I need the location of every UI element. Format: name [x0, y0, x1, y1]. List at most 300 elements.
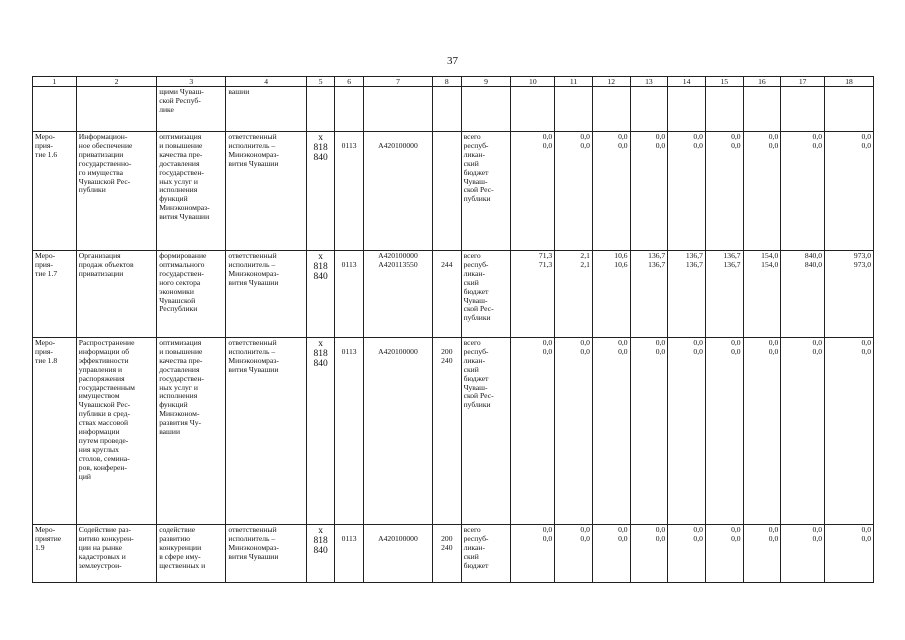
year-value-13 — [630, 251, 668, 338]
cell-line: x — [318, 526, 323, 536]
cell-line: 818 — [313, 536, 328, 546]
cont-cell-10 — [511, 87, 555, 132]
cell-line: тие 1.8 — [35, 355, 58, 365]
cell-line: бюджет — [463, 286, 489, 296]
cell-line: бюджет — [463, 560, 489, 570]
republican-budget-value: 10,6 — [614, 259, 628, 269]
total-value: 0,0 — [693, 132, 703, 141]
republican-budget-value: 0,0 — [693, 533, 703, 543]
total-value: 0,0 — [693, 338, 703, 347]
activity-number — [33, 132, 77, 251]
republican-budget-value: 0,0 — [655, 140, 666, 150]
activity-goal — [157, 525, 226, 583]
responsible-executor — [226, 251, 306, 338]
cell-line: А420100000 — [378, 346, 418, 356]
cell-line: приятие — [35, 533, 62, 543]
expense-type-code — [433, 525, 462, 583]
cell-line: доставления — [159, 364, 200, 374]
target-code — [363, 132, 432, 251]
cont-cell-7 — [363, 87, 432, 132]
total-value: 0,0 — [618, 132, 628, 141]
cell-line: Чуваш- — [463, 176, 488, 186]
cell-line: витию конкурен- — [78, 533, 134, 543]
cell-line: тие 1.6 — [35, 149, 58, 159]
cont-cell-15 — [705, 87, 743, 132]
activity-number — [33, 338, 77, 525]
cell-line: ский — [463, 364, 479, 374]
year-value-15 — [705, 132, 743, 251]
total-value: 0,0 — [731, 525, 741, 534]
total-value: 0,0 — [542, 338, 553, 347]
cont-cell-18 — [825, 87, 874, 132]
column-header-12: 12 — [592, 77, 630, 87]
cont-cell-17 — [781, 87, 825, 132]
funding-source — [461, 132, 511, 251]
cell-line: вития Чувашии — [228, 364, 279, 374]
cell-line: ответственный — [228, 132, 277, 141]
ministry-code — [306, 132, 335, 251]
column-header-8: 8 — [433, 77, 462, 87]
republican-budget-value: 0,0 — [618, 533, 628, 543]
cell-line: ский — [463, 551, 479, 561]
republican-budget-value: 0,0 — [655, 346, 666, 356]
cell-line: продаж объектов — [78, 259, 134, 269]
cell-line: 0113 — [341, 259, 357, 269]
total-value: 0,0 — [861, 338, 871, 347]
activity-name — [76, 251, 156, 338]
republican-budget-value: 0,0 — [542, 533, 553, 543]
cell-line: 818 — [313, 262, 328, 272]
activity-goal — [157, 251, 226, 338]
year-value-15 — [705, 251, 743, 338]
republican-budget-value: 136,7 — [685, 259, 703, 269]
activity-row — [33, 251, 874, 338]
column-header-6: 6 — [335, 77, 364, 87]
cont-cell-12 — [592, 87, 630, 132]
year-value-18 — [825, 251, 874, 338]
cell-line: эффективности — [78, 355, 129, 365]
cell-line: 244 — [441, 259, 453, 269]
activity-goal — [157, 132, 226, 251]
cell-line: и повышение — [159, 140, 203, 150]
cell-line: Минэкономраз- — [228, 542, 279, 552]
cell-line: информации — [78, 427, 120, 437]
cell-line: исполнитель – — [228, 533, 276, 543]
year-value-11 — [555, 132, 593, 251]
cell-line: государствен- — [159, 268, 204, 278]
year-value-13 — [630, 132, 668, 251]
activity-number — [33, 251, 77, 338]
cell-line: всего — [463, 132, 481, 141]
cell-line: А420100000 — [378, 140, 418, 150]
column-header-13: 13 — [630, 77, 668, 87]
cell-line: бюджет — [463, 373, 489, 383]
total-value: 0,0 — [618, 338, 628, 347]
activity-row — [33, 525, 874, 583]
cell-line: путем проведе- — [78, 435, 129, 445]
column-header-18: 18 — [825, 77, 874, 87]
column-header-15: 15 — [705, 77, 743, 87]
cell-line: ской Рес- — [463, 391, 494, 401]
cell-line: оптимального — [159, 259, 205, 269]
cell-line: Республики — [159, 304, 198, 314]
year-value-10 — [511, 251, 555, 338]
total-value: 2,1 — [580, 251, 590, 260]
cell-line: 200 — [441, 533, 453, 543]
cell-line: ное обеспечение — [78, 140, 133, 150]
expense-type-code — [433, 251, 462, 338]
cell-line: Чувашской Рес- — [78, 400, 131, 410]
cell-line: бюджет — [463, 167, 489, 177]
republican-budget-value: 0,0 — [768, 346, 779, 356]
cell-line: респуб- — [463, 140, 489, 150]
total-value: 0,0 — [655, 338, 666, 347]
column-header-11: 11 — [555, 77, 593, 87]
expense-type-code — [433, 338, 462, 525]
cell-line: Чувашской — [159, 295, 196, 305]
cell-line: вития Чувашии — [228, 158, 279, 168]
year-value-11 — [555, 525, 593, 583]
ministry-code — [306, 525, 335, 583]
republican-budget-value: 0,0 — [693, 346, 703, 356]
cell-line: конкуренции — [159, 542, 202, 552]
republican-budget-value: 973,0 — [853, 259, 871, 269]
cell-line: государствен- — [159, 167, 204, 177]
cell-line: распоряжения — [78, 373, 125, 383]
republican-budget-value: 0,0 — [580, 346, 590, 356]
cell-line: Минэкономраз- — [228, 355, 279, 365]
republican-budget-value: 136,7 — [648, 259, 666, 269]
cell-line: 0113 — [341, 346, 357, 356]
cont-cell-3 — [157, 87, 226, 132]
cell-line: экономики — [159, 286, 194, 296]
total-value: 0,0 — [812, 338, 823, 347]
cell-line: развития Чу- — [159, 418, 202, 428]
cell-line: информации об — [78, 346, 130, 356]
page-number: 37 — [447, 55, 458, 67]
cell-line: 0113 — [341, 140, 357, 150]
funding-source — [461, 251, 511, 338]
republican-budget-value: 840,0 — [804, 259, 823, 269]
target-code — [363, 525, 432, 583]
cell-line: ликан- — [463, 149, 485, 159]
cont-cell-2 — [76, 87, 156, 132]
cell-line: А420100000 — [378, 251, 418, 260]
cell-line: развитию — [159, 533, 191, 543]
cont-cell-8 — [433, 87, 462, 132]
cell-line: функций — [159, 194, 188, 204]
year-value-12 — [592, 338, 630, 525]
total-value: 0,0 — [580, 132, 590, 141]
cell-line: кадастровых и — [78, 551, 126, 561]
cell-line: государственным — [78, 382, 135, 392]
cell-line: в сфере иму- — [159, 551, 201, 561]
section-code — [335, 338, 364, 525]
year-value-16 — [743, 338, 781, 525]
year-value-16 — [743, 251, 781, 338]
year-value-16 — [743, 525, 781, 583]
total-value: 0,0 — [812, 132, 823, 141]
cell-line: x — [318, 252, 323, 262]
total-value: 0,0 — [618, 525, 628, 534]
total-value: 973,0 — [853, 251, 871, 260]
republican-budget-value: 0,0 — [618, 346, 628, 356]
republican-budget-value: 0,0 — [861, 533, 871, 543]
total-value: 10,6 — [614, 251, 628, 260]
year-value-14 — [668, 338, 706, 525]
cell-line: 1.9 — [35, 542, 45, 552]
cont-cell-11 — [555, 87, 593, 132]
column-header-2: 2 — [76, 77, 156, 87]
cont-cell-9 — [461, 87, 511, 132]
activity-number — [33, 525, 77, 583]
cell-line: функций — [159, 400, 188, 410]
republican-budget-value: 0,0 — [542, 346, 553, 356]
year-value-10 — [511, 132, 555, 251]
target-code — [363, 251, 432, 338]
cell-line — [435, 142, 459, 151]
cont-cell-14 — [668, 87, 706, 132]
column-header-7: 7 — [363, 77, 432, 87]
cell-line: ции на рынке — [78, 542, 123, 552]
year-value-12 — [592, 525, 630, 583]
republican-budget-value: 0,0 — [768, 533, 779, 543]
cell-line: прия- — [35, 259, 53, 269]
cell-line: государственно- — [78, 158, 132, 168]
year-value-18 — [825, 525, 874, 583]
cont-cell-4 — [226, 87, 306, 132]
republican-budget-value: 0,0 — [812, 346, 823, 356]
column-header-5: 5 — [306, 77, 335, 87]
section-code — [335, 132, 364, 251]
total-value: 136,7 — [648, 251, 666, 260]
cell-line: исполнения — [159, 391, 198, 401]
cell-line: формирование — [159, 251, 207, 260]
cell-line: приватизации — [78, 268, 124, 278]
cell-line: ликан- — [463, 355, 485, 365]
year-value-13 — [630, 525, 668, 583]
cell-line: ликан- — [463, 542, 485, 552]
total-value: 136,7 — [685, 251, 703, 260]
activity-name — [76, 132, 156, 251]
cell-line: 0113 — [341, 533, 357, 543]
cell-line: ликан- — [463, 268, 485, 278]
cell-line: имуществом — [78, 391, 120, 401]
year-value-11 — [555, 251, 593, 338]
year-value-18 — [825, 338, 874, 525]
cell-line: щественных и — [159, 560, 206, 570]
total-value: 0,0 — [861, 132, 871, 141]
year-value-14 — [668, 132, 706, 251]
expense-type-code — [433, 132, 462, 251]
cell-line: Чуваш- — [463, 295, 488, 305]
cell-line: Меро- — [35, 525, 56, 534]
cell-line: содействие — [159, 525, 196, 534]
responsible-executor — [226, 338, 306, 525]
cont-cell-13 — [630, 87, 668, 132]
cell-line: 840 — [313, 153, 328, 163]
republican-budget-value: 71,3 — [538, 259, 553, 269]
republican-budget-value: 0,0 — [580, 533, 590, 543]
cont-cell-1 — [33, 87, 77, 132]
cell-line: Чувашской Рес- — [78, 176, 131, 186]
year-value-15 — [705, 338, 743, 525]
republican-budget-value: 0,0 — [861, 140, 871, 150]
year-value-16 — [743, 132, 781, 251]
cell-line: всего — [463, 338, 481, 347]
total-value: 0,0 — [542, 132, 553, 141]
cell-line: ций — [78, 471, 91, 481]
total-value: 0,0 — [580, 338, 590, 347]
section-code — [335, 251, 364, 338]
cell-line: оптимизация — [159, 338, 202, 347]
continuation-row — [33, 87, 874, 132]
total-value: 0,0 — [861, 525, 871, 534]
republican-budget-value: 0,0 — [580, 140, 590, 150]
ministry-code — [306, 338, 335, 525]
cell-line: всего — [463, 525, 481, 534]
total-value: 0,0 — [731, 132, 741, 141]
year-value-17 — [781, 338, 825, 525]
total-value: 136,7 — [723, 251, 741, 260]
column-header-9: 9 — [461, 77, 511, 87]
republican-budget-value: 0,0 — [812, 533, 823, 543]
cell-line: ской Рес- — [463, 304, 494, 314]
cell-line: исполнения — [159, 185, 198, 195]
cell-line: Чуваш- — [463, 382, 488, 392]
cell-line: публики в сред- — [78, 409, 131, 419]
cell-line: прия- — [35, 346, 53, 356]
column-header-1: 1 — [33, 77, 77, 87]
cell-line: Минэкономраз- — [228, 149, 279, 159]
year-value-10 — [511, 338, 555, 525]
cell-line: ров, конферен- — [78, 462, 127, 472]
cell-line: государствен- — [159, 373, 204, 383]
total-value: 0,0 — [580, 525, 590, 534]
cell-line: 818 — [313, 349, 328, 359]
cell-line: качества пре- — [159, 355, 203, 365]
cell-line: доставления — [159, 158, 200, 168]
column-header-4: 4 — [226, 77, 306, 87]
cell-line: Минэкономраз- — [159, 203, 210, 213]
funding-source — [461, 338, 511, 525]
column-header-16: 16 — [743, 77, 781, 87]
cell-line: А420100000 — [378, 533, 418, 543]
cell-line: ской Респуб- — [159, 95, 201, 105]
cell-line: ствах массовой — [78, 418, 129, 428]
column-header-3: 3 — [157, 77, 226, 87]
republican-budget-value: 0,0 — [812, 140, 823, 150]
activity-name — [76, 338, 156, 525]
activity-row — [33, 132, 874, 251]
cell-line: 818 — [313, 143, 328, 153]
cell-line: вития Чувашии — [159, 212, 210, 222]
cell-line: 840 — [313, 546, 328, 556]
cell-line: вашии — [228, 87, 250, 96]
cell-line: публики — [463, 313, 491, 323]
funding-source — [461, 525, 511, 583]
total-value: 154,0 — [761, 251, 779, 260]
year-value-11 — [555, 338, 593, 525]
republican-budget-value: 0,0 — [731, 140, 741, 150]
column-header-10: 10 — [511, 77, 555, 87]
republican-budget-value: 0,0 — [768, 140, 779, 150]
section-code — [335, 525, 364, 583]
cell-line: Меро- — [35, 338, 56, 347]
cell-line: прия- — [35, 140, 53, 150]
cell-line: x — [318, 133, 323, 143]
cell-line: Меро- — [35, 132, 56, 141]
republican-budget-value: 0,0 — [655, 533, 666, 543]
cell-line: исполнитель – — [228, 259, 276, 269]
year-value-14 — [668, 251, 706, 338]
cell-line: Минэкономраз- — [228, 268, 279, 278]
responsible-executor — [226, 132, 306, 251]
republican-budget-value: 0,0 — [731, 533, 741, 543]
cell-line: ский — [463, 277, 479, 287]
cell-line: 240 — [441, 355, 453, 365]
cell-line: и повышение — [159, 346, 203, 356]
cell-line: 240 — [441, 542, 453, 552]
total-value: 0,0 — [693, 525, 703, 534]
year-value-13 — [630, 338, 668, 525]
cont-cell-6 — [335, 87, 364, 132]
cell-line: 840 — [313, 272, 328, 282]
republican-budget-value: 0,0 — [861, 346, 871, 356]
cell-line: Информацион- — [78, 132, 128, 141]
year-value-14 — [668, 525, 706, 583]
cell-line: управления и — [78, 364, 123, 374]
cell-line: всего — [463, 251, 481, 260]
cell-line: ного сектора — [159, 277, 201, 287]
responsible-executor — [226, 525, 306, 583]
cell-line: Минэконом- — [159, 409, 200, 419]
cell-line: приватизации — [78, 149, 124, 159]
cell-line: ных услуг и — [159, 382, 198, 392]
total-value: 0,0 — [655, 132, 666, 141]
republican-budget-value: 0,0 — [693, 140, 703, 150]
cell-line: вития Чувашии — [228, 277, 279, 287]
republican-budget-value: 154,0 — [761, 259, 779, 269]
cell-line: лике — [159, 104, 174, 114]
year-value-12 — [592, 251, 630, 338]
total-value: 840,0 — [804, 251, 823, 260]
year-value-10 — [511, 525, 555, 583]
activity-name — [76, 525, 156, 583]
cell-line: публики — [78, 185, 106, 195]
cell-line: респуб- — [463, 533, 489, 543]
year-value-15 — [705, 525, 743, 583]
cell-line: ской Рес- — [463, 185, 494, 195]
cell-line: x — [318, 339, 323, 349]
cell-line: Содействие раз- — [78, 525, 132, 534]
cell-line: столов, семина- — [78, 453, 130, 463]
year-value-17 — [781, 132, 825, 251]
column-header-17: 17 — [781, 77, 825, 87]
cell-line: респуб- — [463, 259, 489, 269]
activity-goal — [157, 338, 226, 525]
total-value: 0,0 — [542, 525, 553, 534]
total-value: 0,0 — [768, 525, 779, 534]
cell-line: вашии — [159, 427, 181, 437]
cell-line: респуб- — [463, 346, 489, 356]
cell-line: исполнитель – — [228, 346, 276, 356]
ministry-code — [306, 251, 335, 338]
activity-row — [33, 338, 874, 525]
cell-line: го имущества — [78, 167, 124, 177]
republican-budget-value: 0,0 — [542, 140, 553, 150]
cont-cell-5 — [306, 87, 335, 132]
